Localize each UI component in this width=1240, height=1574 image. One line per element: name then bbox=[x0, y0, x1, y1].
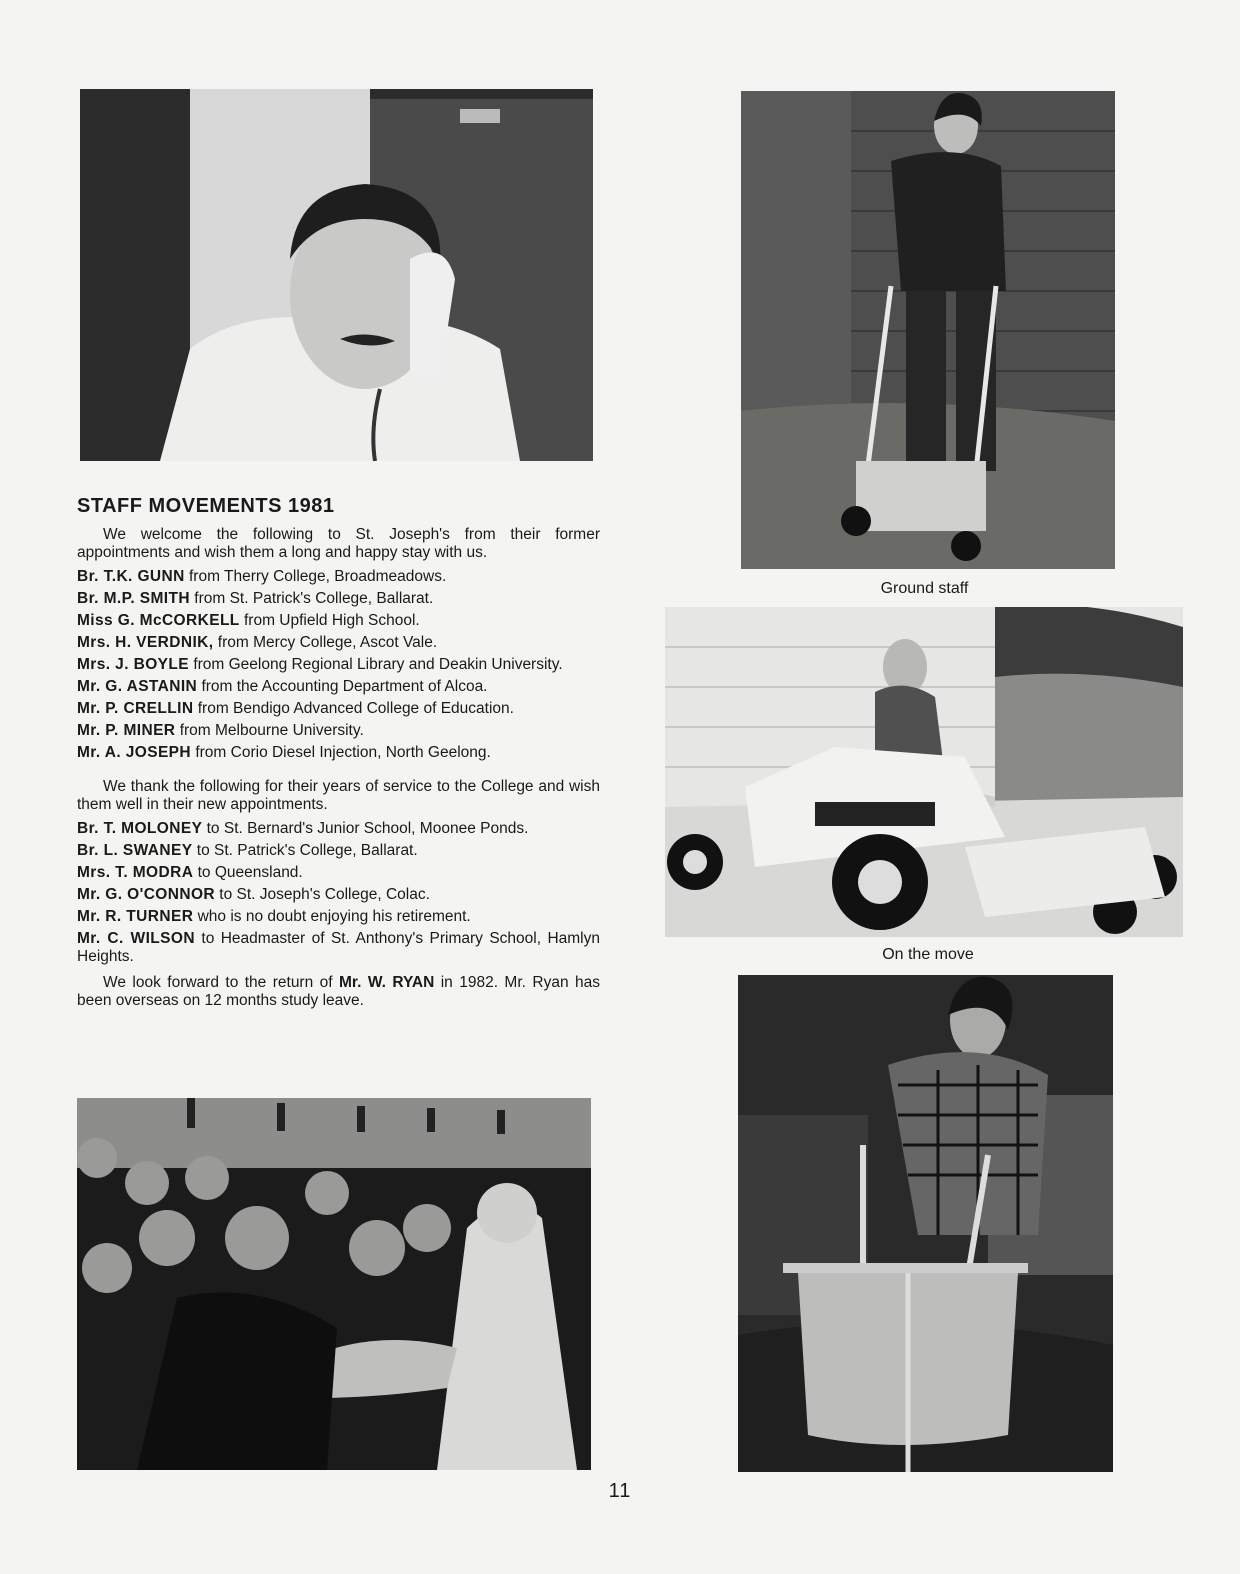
list-item: Br. T.K. GUNN from Therry College, Broadmeadows. bbox=[77, 568, 447, 585]
photo-man-on-phone bbox=[80, 89, 593, 461]
article-title: STAFF MOVEMENTS 1981 bbox=[77, 495, 335, 517]
caption-ground-staff: Ground staff bbox=[880, 580, 969, 597]
list-item: Mr. P. CRELLIN from Bendigo Advanced College of Education. bbox=[77, 700, 514, 717]
page-number: 11 bbox=[608, 1480, 632, 1502]
list-item: Br. L. SWANEY to St. Patrick's College, Ballarat. bbox=[77, 842, 418, 859]
list-item: Br. T. MOLONEY to St. Bernard's Junior School, Moonee Ponds. bbox=[77, 820, 529, 837]
list-item: Mr. C. WILSON to Headmaster of St. Anthony's Primary School, Hamlyn Heights. bbox=[77, 930, 600, 965]
welcome-intro: We welcome the following to St. Joseph's from their former appointments and wish them a long and happy stay with us. bbox=[77, 526, 600, 561]
return-note: We look forward to the return of Mr. W. RYAN in 1982. Mr. Ryan has been overseas on 12 months study leave. bbox=[77, 974, 600, 1009]
list-item: Mr. R. TURNER who is no doubt enjoying his retirement. bbox=[77, 908, 471, 925]
arrivals-list bbox=[77, 568, 600, 762]
list-item: Mrs. T. MODRA to Queensland. bbox=[77, 864, 303, 881]
list-item: Br. M.P. SMITH from St. Patrick's College, Ballarat. bbox=[77, 590, 434, 607]
departures-list bbox=[77, 820, 600, 966]
thanks-intro: We thank the following for their years of service to the College and wish them well in their new appointments. bbox=[77, 778, 600, 813]
list-item: Mrs. J. BOYLE from Geelong Regional Library and Deakin University. bbox=[77, 656, 563, 673]
list-item: Mr. G. ASTANIN from the Accounting Department of Alcoa. bbox=[77, 678, 488, 695]
photo-man-on-ride-on-mower bbox=[665, 607, 1183, 937]
list-item: Mr. G. O'CONNOR to St. Joseph's College, Colac. bbox=[77, 886, 430, 903]
list-item: Mrs. H. VERDNIK, from Mercy College, Ascot Vale. bbox=[77, 634, 438, 651]
photo-crowd-greeting bbox=[77, 1098, 591, 1470]
list-item: Mr. P. MINER from Melbourne University. bbox=[77, 722, 364, 739]
photo-man-with-cart bbox=[738, 975, 1113, 1472]
photo-youth-with-lawnmower bbox=[741, 91, 1115, 569]
list-item: Miss G. McCORKELL from Upfield High School. bbox=[77, 612, 420, 629]
caption-on-the-move: On the move bbox=[882, 946, 974, 963]
staff-movements-article bbox=[77, 495, 600, 1016]
list-item: Mr. A. JOSEPH from Corio Diesel Injection, North Geelong. bbox=[77, 744, 491, 761]
